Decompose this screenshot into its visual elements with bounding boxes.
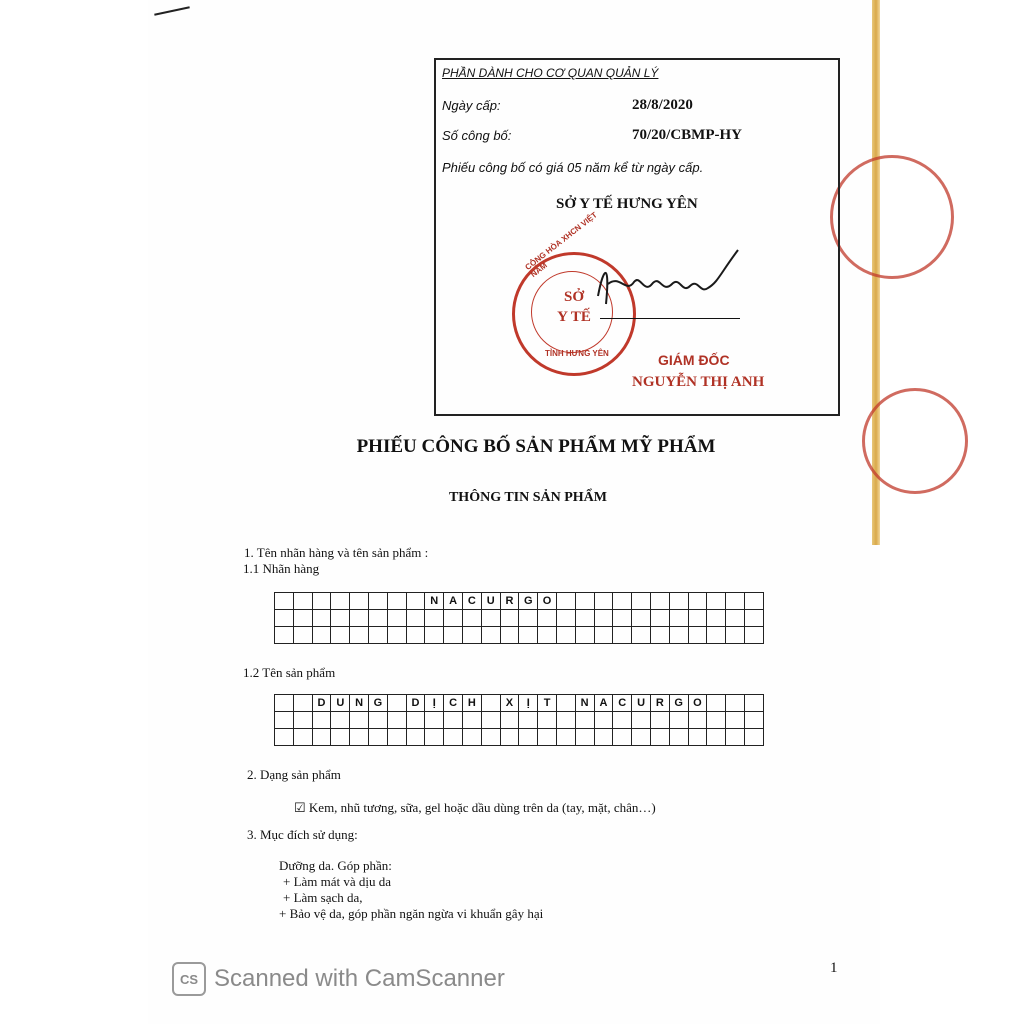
grid-cell: U: [482, 593, 501, 610]
grid-cell: [519, 729, 538, 746]
grid-cell: [275, 627, 294, 644]
grid-cell: R: [651, 695, 670, 712]
grid-cell: [557, 610, 576, 627]
grid-cell: [670, 593, 689, 610]
grid-cell: [557, 593, 576, 610]
purpose-item: + Làm sạch da,: [283, 890, 363, 905]
product-name-grid: [274, 694, 764, 746]
grid-cell: [707, 729, 726, 746]
admin-box: [434, 58, 840, 416]
grid-cell: [313, 712, 332, 729]
grid-cell: [294, 593, 313, 610]
grid-cell: [388, 712, 407, 729]
grid-cell: [576, 627, 595, 644]
grid-cell: [613, 627, 632, 644]
grid-cell: [632, 712, 651, 729]
stamp-top-text: CỘNG HÒA XHCN VIỆT NAM: [523, 210, 599, 280]
grid-cell: [538, 729, 557, 746]
item-1: 1. Tên nhãn hàng và tên sản phẩm :: [244, 545, 429, 560]
grid-cell: [444, 729, 463, 746]
grid-cell: [745, 593, 764, 610]
grid-cell: [632, 610, 651, 627]
grid-cell: C: [444, 695, 463, 712]
grid-cell: A: [444, 593, 463, 610]
grid-cell: [689, 610, 708, 627]
grid-cell: [501, 627, 520, 644]
stamp-bottom-text: TỈNH HƯNG YÊN: [545, 349, 609, 358]
item-2: 2. Dạng sản phẩm: [247, 767, 341, 782]
grid-cell: [407, 712, 426, 729]
grid-cell: [689, 593, 708, 610]
grid-cell: [313, 627, 332, 644]
grid-cell: [651, 627, 670, 644]
grid-cell: [651, 729, 670, 746]
grid-cell: [689, 729, 708, 746]
grid-cell: [482, 712, 501, 729]
grid-cell: [275, 695, 294, 712]
grid-cell: [331, 712, 350, 729]
grid-cell: [313, 729, 332, 746]
grid-cell: [388, 593, 407, 610]
grid-cell: [613, 593, 632, 610]
grid-cell: [350, 729, 369, 746]
grid-cell: [557, 729, 576, 746]
grid-cell: [595, 593, 614, 610]
grid-cell: [331, 627, 350, 644]
grid-cell: X: [501, 695, 520, 712]
grid-cell: U: [331, 695, 350, 712]
grid-cell: [726, 729, 745, 746]
grid-cell: [670, 627, 689, 644]
grid-cell: [632, 627, 651, 644]
grid-cell: O: [538, 593, 557, 610]
grid-cell: [369, 729, 388, 746]
purpose-item: + Làm mát và dịu da: [283, 874, 392, 889]
grid-cell: [425, 729, 444, 746]
grid-cell: [294, 712, 313, 729]
page-number: 1: [830, 960, 838, 976]
grid-cell: [707, 593, 726, 610]
grid-cell: [707, 695, 726, 712]
grid-cell: [557, 695, 576, 712]
brand-name-grid: [274, 592, 764, 644]
grid-cell: [651, 593, 670, 610]
grid-cell: [463, 729, 482, 746]
grid-cell: [576, 610, 595, 627]
authority-name: SỞ Y TẾ HƯNG YÊN: [556, 196, 698, 212]
grid-cell: D: [407, 695, 426, 712]
document-title: PHIẾU CÔNG BỐ SẢN PHẨM MỸ PHẨM: [356, 436, 716, 457]
grid-cell: [331, 593, 350, 610]
grid-cell: T: [538, 695, 557, 712]
grid-cell: [313, 593, 332, 610]
grid-cell: [745, 729, 764, 746]
grid-cell: D: [313, 695, 332, 712]
grid-cell: [350, 593, 369, 610]
grid-cell: [707, 712, 726, 729]
grid-cell: [388, 695, 407, 712]
grid-cell: [275, 593, 294, 610]
grid-cell: A: [595, 695, 614, 712]
grid-cell: [482, 627, 501, 644]
camscanner-text: Scanned with CamScanner: [214, 965, 505, 992]
grid-cell: [407, 627, 426, 644]
purpose-intro: Dưỡng da. Góp phần:: [279, 858, 392, 873]
grid-cell: [388, 729, 407, 746]
grid-cell: [519, 610, 538, 627]
grid-cell: C: [613, 695, 632, 712]
grid-cell: [444, 712, 463, 729]
signature-line: [600, 318, 740, 319]
purpose-item: + Bảo vệ da, góp phần ngăn ngừa vi khuẩn gây hại: [279, 906, 544, 921]
grid-cell: [651, 610, 670, 627]
camscanner-icon: CS: [172, 962, 206, 996]
grid-cell: [613, 610, 632, 627]
grid-cell: [726, 712, 745, 729]
grid-cell: [463, 610, 482, 627]
grid-cell: G: [519, 593, 538, 610]
grid-cell: [444, 610, 463, 627]
grid-cell: [407, 610, 426, 627]
grid-cell: [294, 729, 313, 746]
grid-cell: [369, 593, 388, 610]
grid-cell: H: [463, 695, 482, 712]
grid-cell: [689, 712, 708, 729]
grid-cell: [576, 729, 595, 746]
item-2-option: ☑ Kem, nhũ tương, sữa, gel hoặc dầu dùng trên da (tay, mặt, chân…): [294, 800, 656, 815]
grid-cell: N: [350, 695, 369, 712]
grid-cell: G: [369, 695, 388, 712]
grid-cell: [538, 610, 557, 627]
grid-cell: [388, 627, 407, 644]
grid-cell: [294, 610, 313, 627]
grid-cell: [689, 627, 708, 644]
grid-cell: [726, 695, 745, 712]
grid-cell: [501, 712, 520, 729]
grid-cell: [595, 712, 614, 729]
admin-box-header: PHẦN DÀNH CHO CƠ QUAN QUẢN LÝ: [442, 66, 659, 80]
grid-cell: [407, 729, 426, 746]
grid-cell: [557, 627, 576, 644]
item-1-1: 1.1 Nhãn hàng: [243, 561, 320, 576]
grid-cell: [425, 610, 444, 627]
grid-cell: R: [501, 593, 520, 610]
grid-cell: N: [425, 593, 444, 610]
grid-cell: [482, 695, 501, 712]
number-label: Số công bố:: [442, 128, 512, 143]
grid-cell: [275, 729, 294, 746]
grid-cell: [482, 610, 501, 627]
grid-cell: [651, 712, 670, 729]
grid-cell: [444, 627, 463, 644]
grid-cell: [726, 610, 745, 627]
grid-cell: [670, 712, 689, 729]
grid-cell: [576, 712, 595, 729]
signer-title: GIÁM ĐỐC: [658, 352, 730, 368]
grid-cell: [275, 610, 294, 627]
grid-cell: [632, 729, 651, 746]
stamp-line2: Y TẾ: [557, 309, 591, 325]
grid-cell: [369, 712, 388, 729]
date-label: Ngày cấp:: [442, 98, 501, 113]
grid-cell: U: [632, 695, 651, 712]
grid-cell: N: [576, 695, 595, 712]
grid-cell: [425, 627, 444, 644]
adjacent-page: [880, 0, 1024, 1024]
grid-cell: Ị: [425, 695, 444, 712]
grid-cell: [745, 627, 764, 644]
grid-cell: [613, 729, 632, 746]
grid-cell: [482, 729, 501, 746]
grid-cell: [707, 627, 726, 644]
grid-cell: [707, 610, 726, 627]
item-1-2: 1.2 Tên sản phẩm: [243, 665, 336, 680]
grid-cell: [425, 712, 444, 729]
item-3: 3. Mục đích sử dụng:: [247, 827, 358, 842]
grid-cell: [501, 610, 520, 627]
grid-cell: [745, 695, 764, 712]
grid-cell: [350, 627, 369, 644]
grid-cell: [726, 593, 745, 610]
grid-cell: [313, 610, 332, 627]
grid-cell: [463, 627, 482, 644]
camscanner-watermark: [172, 962, 505, 996]
grid-cell: [632, 593, 651, 610]
grid-cell: [745, 712, 764, 729]
grid-cell: [745, 610, 764, 627]
grid-cell: C: [463, 593, 482, 610]
grid-cell: Ị: [519, 695, 538, 712]
grid-cell: [595, 627, 614, 644]
grid-cell: [294, 627, 313, 644]
number-value: 70/20/CBMP-HY: [632, 127, 742, 143]
signature-image: [590, 244, 750, 334]
grid-cell: [369, 627, 388, 644]
grid-cell: [557, 712, 576, 729]
grid-cell: [501, 729, 520, 746]
partial-stamp-upper: [830, 155, 954, 279]
grid-cell: [613, 712, 632, 729]
date-value: 28/8/2020: [632, 97, 693, 113]
section-title: THÔNG TIN SẢN PHẨM: [448, 490, 608, 505]
grid-cell: [538, 627, 557, 644]
grid-cell: [369, 610, 388, 627]
grid-cell: [595, 610, 614, 627]
grid-cell: [294, 695, 313, 712]
grid-cell: [670, 729, 689, 746]
grid-cell: [463, 712, 482, 729]
signer-name: NGUYỄN THỊ ANH: [632, 374, 765, 390]
grid-cell: [595, 729, 614, 746]
grid-cell: [350, 610, 369, 627]
grid-cell: [726, 627, 745, 644]
grid-cell: G: [670, 695, 689, 712]
grid-cell: [350, 712, 369, 729]
grid-cell: [275, 712, 294, 729]
grid-cell: [670, 610, 689, 627]
grid-cell: [538, 712, 557, 729]
grid-cell: [388, 610, 407, 627]
grid-cell: O: [689, 695, 708, 712]
validity-note: Phiếu công bố có giá 05 năm kể từ ngày cấp.: [442, 160, 704, 175]
grid-cell: [519, 627, 538, 644]
grid-cell: [407, 593, 426, 610]
grid-cell: [519, 712, 538, 729]
grid-cell: [331, 729, 350, 746]
grid-cell: [576, 593, 595, 610]
stamp-line1: SỞ: [563, 289, 584, 305]
grid-cell: [331, 610, 350, 627]
